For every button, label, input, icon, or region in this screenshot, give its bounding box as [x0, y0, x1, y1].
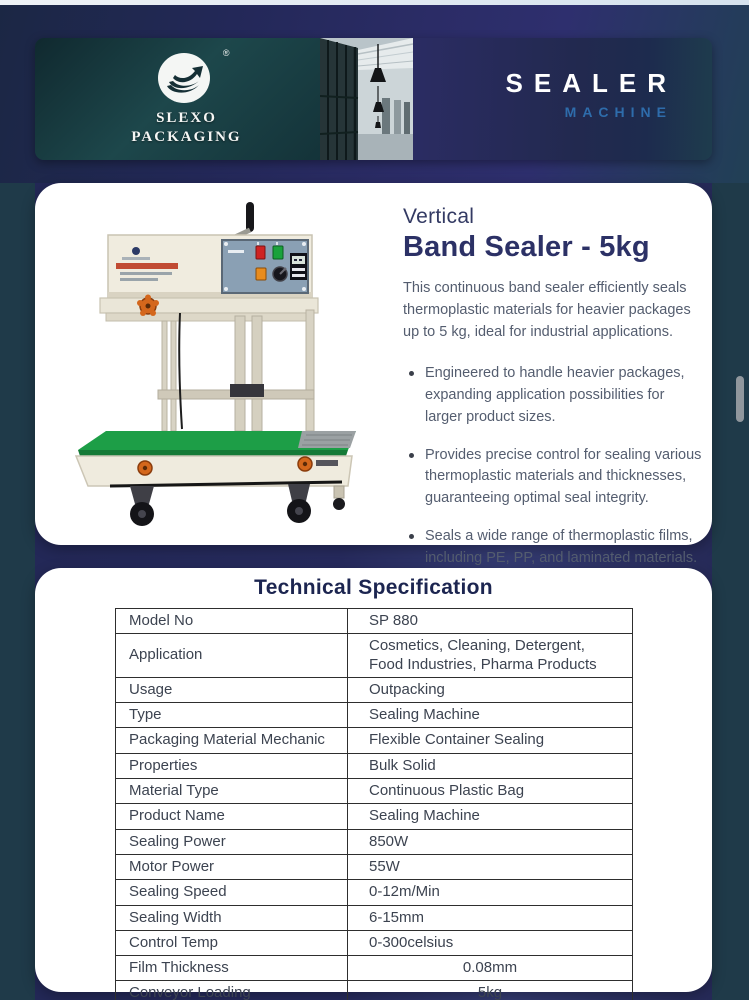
caster-wheels	[130, 484, 345, 526]
table-row	[116, 829, 633, 854]
table-row	[116, 905, 633, 930]
product-heading-line2: Band Sealer - 5kg	[403, 231, 650, 263]
brand-name-line1: SLEXO	[156, 109, 217, 126]
product-text-block	[403, 205, 705, 585]
spec-label-cell: Control Temp	[116, 930, 348, 955]
table-row	[116, 779, 633, 804]
spec-value-cell: 0-300celsius	[348, 930, 633, 955]
spec-label-cell: Sealing Width	[116, 905, 348, 930]
table-row	[116, 609, 633, 634]
list-item	[403, 363, 705, 428]
frame-knob-left	[138, 461, 152, 475]
spec-title: Technical Specification	[254, 576, 493, 599]
scrollbar-thumb[interactable]	[736, 376, 744, 422]
table-row	[116, 956, 633, 981]
bullet-dot-icon	[409, 453, 414, 458]
table-row	[116, 634, 633, 678]
product-heading-line1: Vertical	[403, 205, 475, 228]
brand-logo-block	[131, 47, 242, 147]
spec-label-cell: Conveyor Loading	[116, 981, 348, 1000]
brand-name-line2: PACKAGING	[131, 128, 242, 145]
header-banner	[35, 38, 712, 160]
spec-label-cell: Sealing Power	[116, 829, 348, 854]
spec-value-cell: 6-15mm	[348, 905, 633, 930]
registered-trademark: ®	[222, 47, 230, 58]
spec-label-cell: Motor Power	[116, 854, 348, 879]
table-row	[116, 854, 633, 879]
brand-logo-panel	[35, 38, 320, 160]
spec-value-cell: Outpacking	[348, 677, 633, 702]
table-row	[116, 728, 633, 753]
table-row	[116, 880, 633, 905]
spec-value-cell: Sealing Machine	[348, 703, 633, 728]
feature-text: Seals a wide range of thermoplastic films, including PE, PP, and laminated materials.	[425, 527, 698, 566]
spec-table	[115, 608, 633, 1000]
spec-label-cell: Packaging Material Mechanic	[116, 728, 348, 753]
table-row	[116, 930, 633, 955]
table-row	[116, 804, 633, 829]
spec-label-cell: Model No	[116, 609, 348, 634]
bullet-dot-icon	[409, 371, 414, 376]
table-row	[116, 981, 633, 1000]
swoosh-arrow-logo-icon	[155, 47, 230, 109]
spec-label-cell: Film Thickness	[116, 956, 348, 981]
spec-value-cell: 0-12m/Min	[348, 880, 633, 905]
window-edge-strip	[0, 0, 749, 5]
spec-label-cell: Type	[116, 703, 348, 728]
brand-title-panel	[413, 38, 712, 160]
conveyor-belt	[78, 431, 356, 456]
spec-label-cell: Sealing Speed	[116, 880, 348, 905]
office-corridor-photo	[320, 38, 413, 160]
bullet-dot-icon	[409, 534, 414, 539]
spec-value-cell: Bulk Solid	[348, 753, 633, 778]
spec-value-cell: Cosmetics, Cleaning, Detergent, Food Industries, Pharma Products	[348, 634, 633, 678]
brand-title: SEALER	[505, 68, 677, 98]
band-sealer-machine-image	[70, 198, 380, 533]
spec-label-cell: Application	[116, 634, 348, 678]
table-row	[116, 703, 633, 728]
spec-value-cell: 850W	[348, 829, 633, 854]
product-description: This continuous band sealer efficiently seals thermoplastic materials for heavier packages up to 5 kg, ideal for industrial applications.	[403, 280, 691, 340]
spec-value-cell: Sealing Machine	[348, 804, 633, 829]
table-row	[116, 753, 633, 778]
feature-text: Provides precise control for sealing various thermoplastic materials and thicknesses, guaranteeing optimal seal integrity.	[425, 446, 702, 506]
table-row	[116, 677, 633, 702]
spec-label-cell: Material Type	[116, 779, 348, 804]
list-item	[403, 526, 705, 570]
spec-value-cell: 5kg	[348, 981, 633, 1000]
frame-knob-right	[298, 457, 312, 471]
spec-label-cell: Usage	[116, 677, 348, 702]
spec-value-cell: 0.08mm	[348, 956, 633, 981]
spec-value-cell: SP 880	[348, 609, 633, 634]
product-feature-list	[403, 363, 705, 569]
list-item	[403, 445, 705, 510]
product-card	[35, 183, 712, 566]
feature-text: Engineered to handle heavier packages, expanding application possibilities for larger product sizes.	[425, 365, 685, 425]
spec-label-cell: Product Name	[116, 804, 348, 829]
spec-card	[35, 568, 712, 1000]
spec-value-cell: Continuous Plastic Bag	[348, 779, 633, 804]
brand-subtitle: MACHINE	[564, 104, 672, 120]
spec-label-cell: Properties	[116, 753, 348, 778]
spec-value-cell: 55W	[348, 854, 633, 879]
spec-value-cell: Flexible Container Sealing	[348, 728, 633, 753]
control-panel	[222, 240, 308, 293]
